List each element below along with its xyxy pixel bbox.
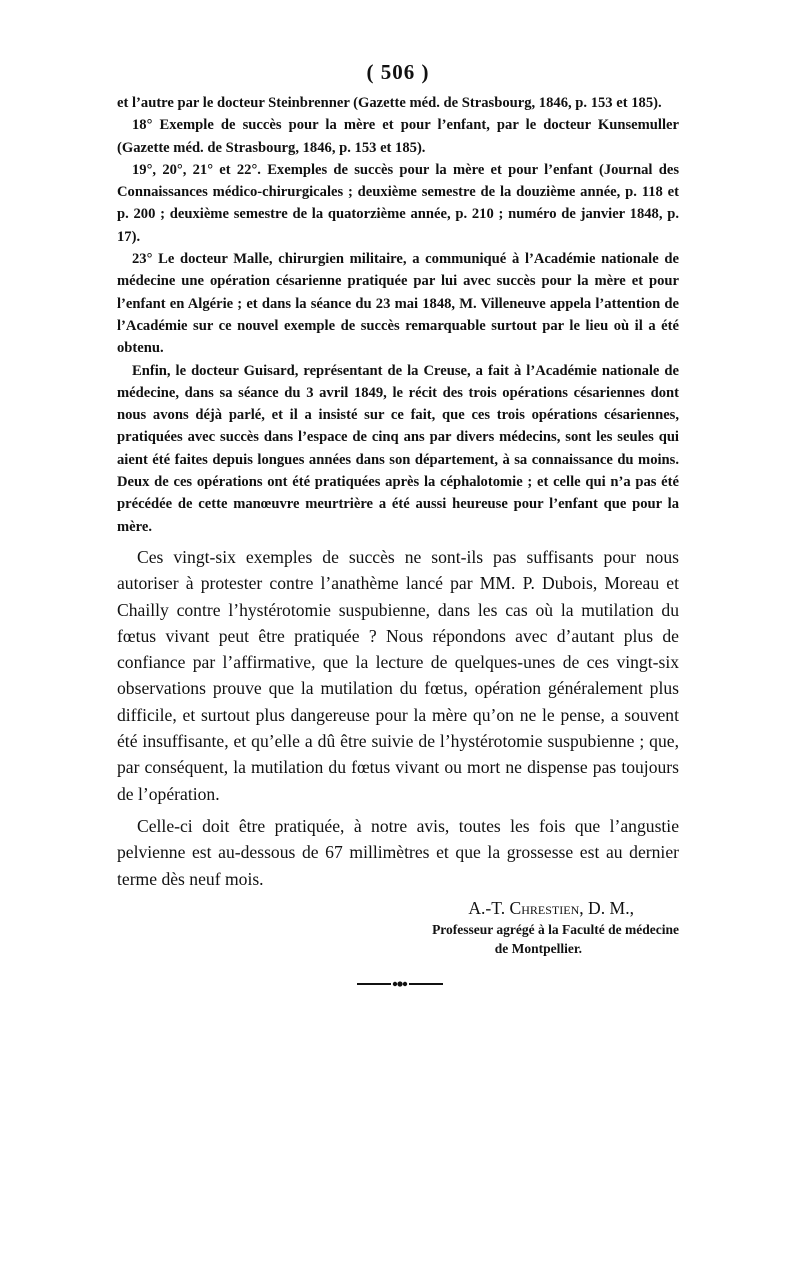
paragraph-steinbrenner: et l’autre par le docteur Steinbrenner (Gazette méd. de Strasbourg, 1846, p. 153 et 185). xyxy=(117,95,662,111)
author-place: de Montpellier. xyxy=(494,940,582,956)
paragraph-example-23: 23° Le docteur Malle, chirurgien militaire, a communiqué à l’Académie nationale de médecine une opération césarienne pratiquée par lui avec succès pour la mère et pour l’enfant en Algérie ; et dans la séance du 23 mai 1848, M. Villeneuve appela l’attention de l’Académie sur ce nouvel exemple de succès remarquable surtout par le lieu où il a été obtenu. xyxy=(117,251,679,357)
signature-block xyxy=(117,896,679,958)
paragraph-final: Celle-ci doit être pratiquée, à notre avis, toutes les fois que l’angustie pelvienne est au-dessous de 67 millimètres et que la grossesse est au dernier terme dès neuf mois. xyxy=(117,815,679,889)
document-page xyxy=(117,60,679,958)
paragraph-guisard: Enfin, le docteur Guisard, représentant de la Creuse, a fait à l’Académie nationale de médecine, dans sa séance du 3 avril 1849, le récit des trois opérations césariennes dont nous avons déjà parlé, et il a insisté sur ce fait, que ces trois opérations césariennes, pratiquées avec succès dans l’espace de cinq ans par divers médecins, sont les seules qui aient été faites depuis longues années dans son département, à sa connaissance du moins. Deux de ces opérations ont été pratiquées après la céphalotomie ; et celle qui n’a pas été précédée de cette manœuvre meurtrière a été aussi heureuse pour l’enfant que pour la mère. xyxy=(117,362,679,535)
paragraph-example-18: 18° Exemple de succès pour la mère et pour l’enfant, par le docteur Kunsemuller (Gazette méd. de Strasbourg, 1846, p. 153 et 185). xyxy=(117,117,679,156)
author-title: Professeur agrégé à la Faculté de médecine xyxy=(432,921,679,937)
paragraph-conclusion: Ces vingt-six exemples de succès ne sont-ils pas suffisants pour nous autoriser à protester contre l’anathème lancé par MM. P. Dubois, Moreau et Chailly contre l’hystérotomie suspubienne, dans les cas où la mutilation du fœtus vivant peut être pratiquée ? Nous répondons avec d’autant plus de confiance par l’affirmative, que la lecture de quelques-unes de ces vingt-six observations prouve que la mutilation du fœtus, opération généralement plus difficile, et surtout plus dangereuse pour la mère qu’on ne le pense, a souvent été insuffisante, et qu’elle a dû être suivie de l’hystérotomie suspubienne ; que, par conséquent, la mutilation du fœtus vivant ou mort ne dispense pas toujours de l’opération. xyxy=(117,546,679,804)
paragraph-examples-19-22: 19°, 20°, 21° et 22°. Exemples de succès pour la mère et pour l’enfant (Journal des Connaissances médico-chirurgicales ; deuxième semestre de la douzième année, p. 118 et p. 200 ; deuxième semestre de la quatorzième année, p. 210 ; numéro de janvier 1848, p. 17). xyxy=(117,161,679,245)
ornament-divider-icon xyxy=(355,980,445,988)
page-number: ( 506 ) xyxy=(366,60,430,84)
author-name: A.-T. Chrestien, D. M., xyxy=(468,897,634,918)
